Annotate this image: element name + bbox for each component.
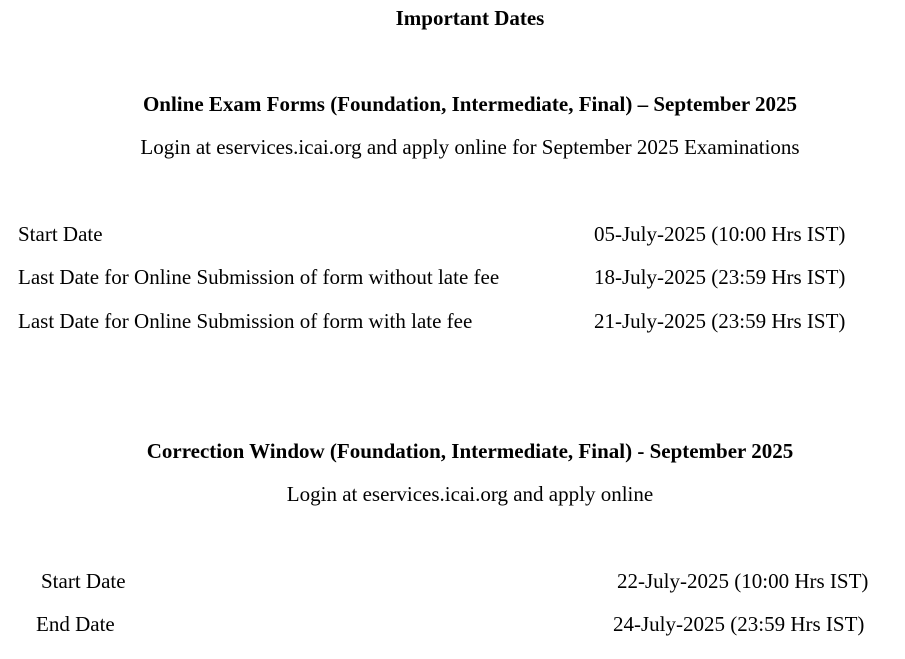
- online-forms-start-date-label: Start Date: [18, 222, 103, 246]
- correction-end-date-label: End Date: [36, 612, 115, 636]
- online-forms-last-date-with-late-fee-value: 21-July-2025 (23:59 Hrs IST): [594, 309, 846, 333]
- correction-window-instruction: Login at eservices.icai.org and apply online: [286, 482, 654, 506]
- correction-end-date-value: 24-July-2025 (23:59 Hrs IST): [613, 612, 865, 636]
- correction-start-date-label: Start Date: [41, 569, 126, 593]
- online-forms-last-date-with-late-fee-label: Last Date for Online Submission of form with late fee: [18, 309, 473, 333]
- correction-window-heading: Correction Window (Foundation, Intermediate, Final) - September 2025: [146, 439, 794, 463]
- online-exam-forms-heading: Online Exam Forms (Foundation, Intermediate, Final) – September 2025: [142, 92, 798, 116]
- online-exam-forms-instruction: Login at eservices.icai.org and apply online for September 2025 Examinations: [140, 135, 800, 159]
- online-forms-last-date-without-late-fee-label: Last Date for Online Submission of form without late fee: [18, 265, 500, 289]
- correction-start-date-value: 22-July-2025 (10:00 Hrs IST): [617, 569, 869, 593]
- page-title: Important Dates: [395, 6, 545, 30]
- online-forms-start-date-value: 05-July-2025 (10:00 Hrs IST): [594, 222, 846, 246]
- online-forms-last-date-without-late-fee-value: 18-July-2025 (23:59 Hrs IST): [594, 265, 846, 289]
